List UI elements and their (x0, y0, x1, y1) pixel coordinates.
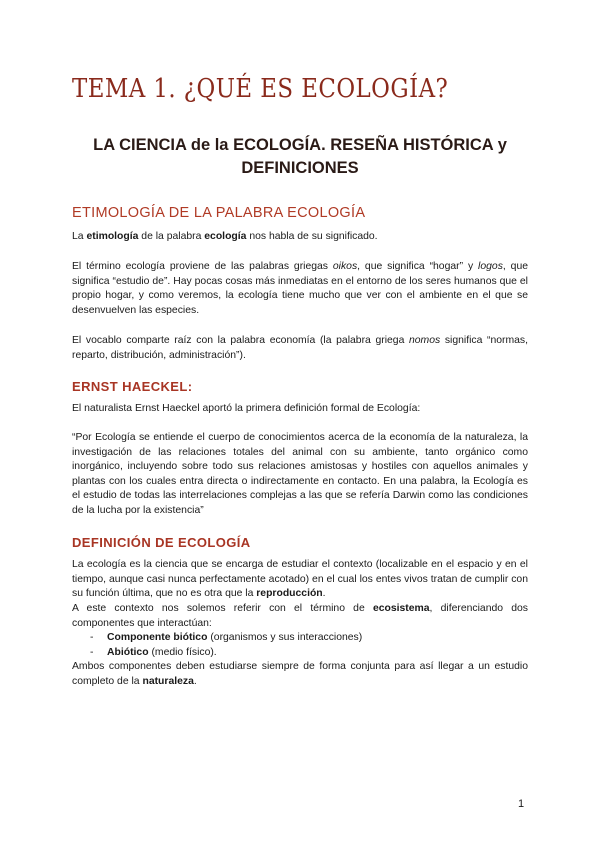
paragraph-haeckel-intro: El naturalista Ernst Haeckel aportó la primera definición formal de Ecología: (72, 403, 421, 414)
text-italic: nomos (409, 335, 441, 346)
text: . (322, 588, 326, 600)
text-bold: etimología (86, 231, 139, 242)
heading-haeckel: ERNST HAECKEL: (72, 379, 193, 394)
page-number: 1 (518, 798, 525, 810)
text: A este contexto nos solemos referir con el término de (72, 603, 373, 614)
text: , que significa “hogar” y (357, 261, 479, 272)
text: El vocablo comparte raíz con la palabra economía (la palabra griega (72, 335, 409, 346)
text: La ecología es la ciencia que se encarga de estudiar el contexto (localizable en el espacio y en el tiempo, aunque casi nunca perfectamente acotado) en el cual los entes vivos tratan de cumplir con su función última, que no es otra que la (72, 559, 528, 600)
list-item (90, 646, 510, 661)
text: , que significa “estudio de”. Hay pocas cosas más inmediatas en el entorno de los seres humanos que el propio hogar, y como veremos, la ecología tiene mucho que ver con el ambiente en el que se desenvuelven las especies. (72, 261, 528, 316)
text-italic: logos (478, 261, 503, 272)
text: La (72, 231, 87, 242)
text: Ambos componentes deben estudiarse siempre de forma conjunta para así llegar a un estudio completo de la (72, 661, 528, 687)
list-item-bold: Abiótico (107, 646, 149, 658)
paragraph-conclusion (72, 660, 528, 689)
text-bold: ecosistema (372, 603, 430, 614)
document-title (60, 134, 540, 180)
paragraph-etimologia-raiz (72, 334, 528, 363)
heading-etimologia: ETIMOLOGÍA DE LA PALABRA ECOLOGÍA (72, 205, 366, 221)
list-item (90, 631, 510, 646)
list-item-text: (organismos y sus interacciones) (207, 632, 363, 643)
heading-definicion: DEFINICIÓN DE ECOLOGÍA (72, 535, 251, 550)
document-title-line2: DEFINICIONES (241, 159, 359, 177)
list-item-bold: Componente biótico (107, 632, 208, 643)
paragraph-etimologia-intro (72, 230, 528, 245)
text-bold: ecología (204, 231, 247, 242)
text: . (193, 675, 197, 687)
paragraph-definicion (72, 558, 528, 602)
text: significa “normas, reparto, distribución, administración”). (72, 335, 529, 361)
text: El término ecología proviene de las palabras griegas (72, 261, 333, 272)
text-bold: naturaleza (142, 675, 194, 687)
paragraph-etimologia-origen (72, 260, 528, 318)
paragraph-haeckel-quote: “Por Ecología se entiende el cuerpo de conocimientos acerca de la economía de la naturaleza, la investigación de las relaciones totales del animal con su ambiente, tanto orgánico como inorgánico, incluyendo sobre todo sus relaciones amistosas y hostiles con aquellos animales y plantas con los cuales entra directa o indirectamente en contacto. En una palabra, la Ecología es el estudio de todas las interrelaciones complejas a las que se refería Darwin como las condiciones de la lucha por la existencia” (72, 432, 528, 516)
text-italic: oikos (332, 261, 358, 272)
chapter-title: TEMA 1. ¿QUÉ ES ECOLOGÍA? (72, 74, 449, 104)
text-bold: reproducción (256, 588, 323, 600)
text: , diferenciando dos componentes que interactúan: (72, 603, 528, 629)
document-title-line1: LA CIENCIA de la ECOLOGÍA. RESEÑA HISTÓRICA y (93, 136, 507, 154)
components-list (90, 631, 510, 660)
list-item-text: (medio físico). (148, 646, 217, 658)
text: nos habla de su significado. (246, 231, 378, 242)
text: de la palabra (138, 231, 205, 242)
paragraph-ecosistema (72, 602, 528, 631)
